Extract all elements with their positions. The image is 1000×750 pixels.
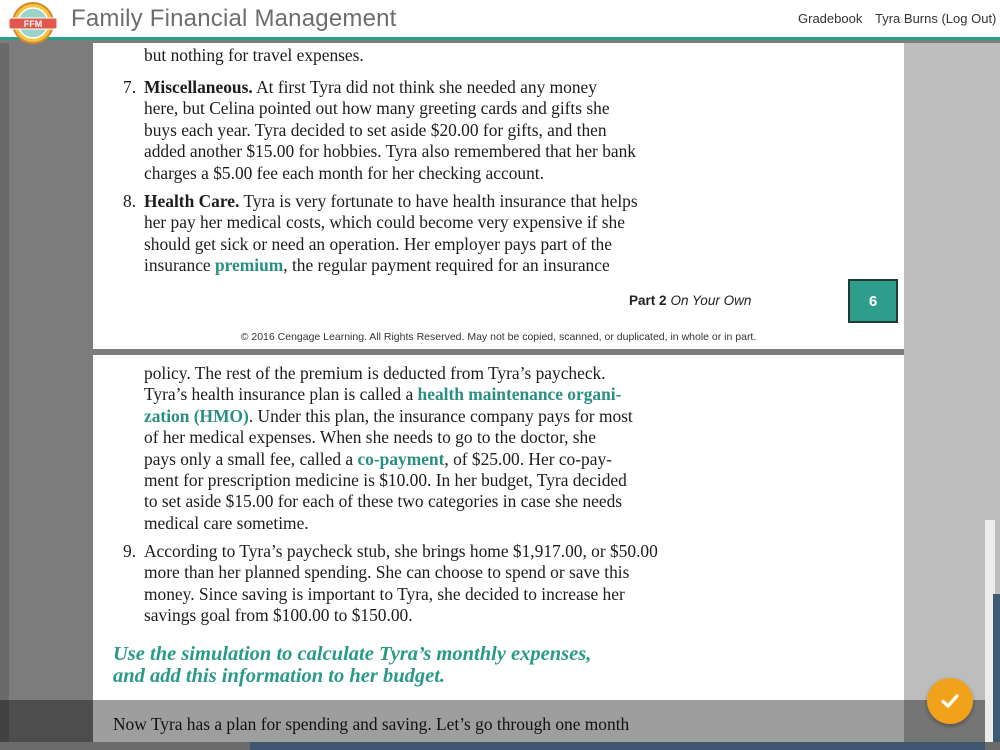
text-line xyxy=(144,384,621,405)
glossary-term-premium[interactable]: premium xyxy=(214,255,284,276)
list-item-miscellaneous xyxy=(144,77,597,98)
text-line xyxy=(144,449,612,470)
glossary-term-co-payment[interactable]: co-payment xyxy=(357,448,445,469)
text-line: medical care sometime. xyxy=(144,512,309,533)
ffm-logo-icon[interactable] xyxy=(5,1,61,45)
document-page-6 xyxy=(93,43,904,349)
checkmark-icon xyxy=(939,690,961,712)
part-subtitle: On Your Own xyxy=(670,293,752,308)
text-line: policy. The rest of the premium is deducted from Tyra’s paycheck. xyxy=(144,363,606,383)
text-line: charges a $5.00 fee each month for her checking account. xyxy=(144,162,544,183)
item-heading: Miscellaneous. xyxy=(144,77,253,97)
text-line: ment for prescription medicine is $10.00. In her budget, Tyra decided xyxy=(144,470,627,490)
text-span: At first Tyra did not think she needed any money xyxy=(252,77,597,97)
instruction-line: Use the simulation to calculate Tyra’s monthly expenses, xyxy=(113,643,592,665)
text-line xyxy=(144,255,610,276)
text-line: savings goal from $100.00 to $150.00. xyxy=(144,605,413,626)
page-number-badge: 6 xyxy=(848,279,898,323)
list-number: 8. xyxy=(123,191,137,211)
text-span: Tyra’s health insurance plan is called a xyxy=(144,384,418,405)
text-line: her pay her medical costs, which could become very expensive if she xyxy=(144,212,625,233)
logo-text: FFM xyxy=(23,19,43,29)
text-span: insurance xyxy=(144,255,215,276)
app-header xyxy=(0,0,1000,40)
page-part-label xyxy=(629,293,751,308)
user-logout-link[interactable]: Tyra Burns (Log Out) xyxy=(875,11,997,26)
text-line: to set aside $15.00 for each of these two categories in case she needs xyxy=(144,491,623,512)
text-line: but nothing for travel expenses. xyxy=(144,45,364,65)
list-item-paycheck: According to Tyra’s paycheck stub, she brings home $1,917.00, or $50.00 xyxy=(144,541,658,561)
gradebook-link[interactable]: Gradebook xyxy=(798,11,863,26)
list-number: 7. xyxy=(123,77,137,97)
glossary-term-hmo[interactable]: health maintenance organi- xyxy=(417,384,622,405)
bottom-edge-accent xyxy=(250,742,985,750)
text-line: Now Tyra has a plan for spending and saving. Let’s go through one month xyxy=(113,714,630,734)
text-span: , of $25.00. Her co-pay- xyxy=(444,448,612,469)
text-line: added another $15.00 for hobbies. Tyra also remembered that her bank xyxy=(144,141,636,162)
glossary-term-hmo-cont[interactable]: zation (HMO) xyxy=(144,405,249,426)
text-line: money. Since saving is important to Tyra, she decided to increase her xyxy=(144,583,625,604)
document-page-7 xyxy=(93,355,904,750)
instruction-line: and add this information to her budget. xyxy=(113,665,446,687)
app-title: Family Financial Management xyxy=(71,5,397,32)
list-item-health-care xyxy=(144,191,638,212)
text-line: buys each year. Tyra decided to set aside $20.00 for gifts, and then xyxy=(144,119,607,140)
item-heading: Health Care. xyxy=(144,191,240,211)
scrollbar-thumb[interactable] xyxy=(993,594,1000,750)
text-line: of her medical expenses. When she needs to go to the doctor, she xyxy=(144,427,596,448)
simulation-instruction xyxy=(113,643,591,687)
text-line xyxy=(144,406,633,427)
text-span: . Under this plan, the insurance company pays for most xyxy=(248,405,633,426)
part-title: Part 2 xyxy=(629,293,667,308)
bottom-overlay-bar xyxy=(0,700,985,742)
text-line: should get sick or need an operation. Her employer pays part of the xyxy=(144,233,612,254)
text-span: pays only a small fee, called a xyxy=(144,448,358,469)
text-span: Tyra is very fortunate to have health insurance that helps xyxy=(239,191,638,211)
complete-check-button[interactable] xyxy=(927,678,973,724)
copyright-notice: © 2016 Cengage Learning. All Rights Reserved. May not be copied, scanned, or duplicated, in whole or in part. xyxy=(240,331,757,343)
text-line: here, but Celina pointed out how many greeting cards and gifts she xyxy=(144,98,610,119)
viewer-left-backdrop xyxy=(0,43,9,750)
text-line: more than her planned spending. She can choose to spend or save this xyxy=(144,562,630,583)
list-number: 9. xyxy=(123,541,137,561)
text-span: , the regular payment required for an insurance xyxy=(283,255,610,276)
